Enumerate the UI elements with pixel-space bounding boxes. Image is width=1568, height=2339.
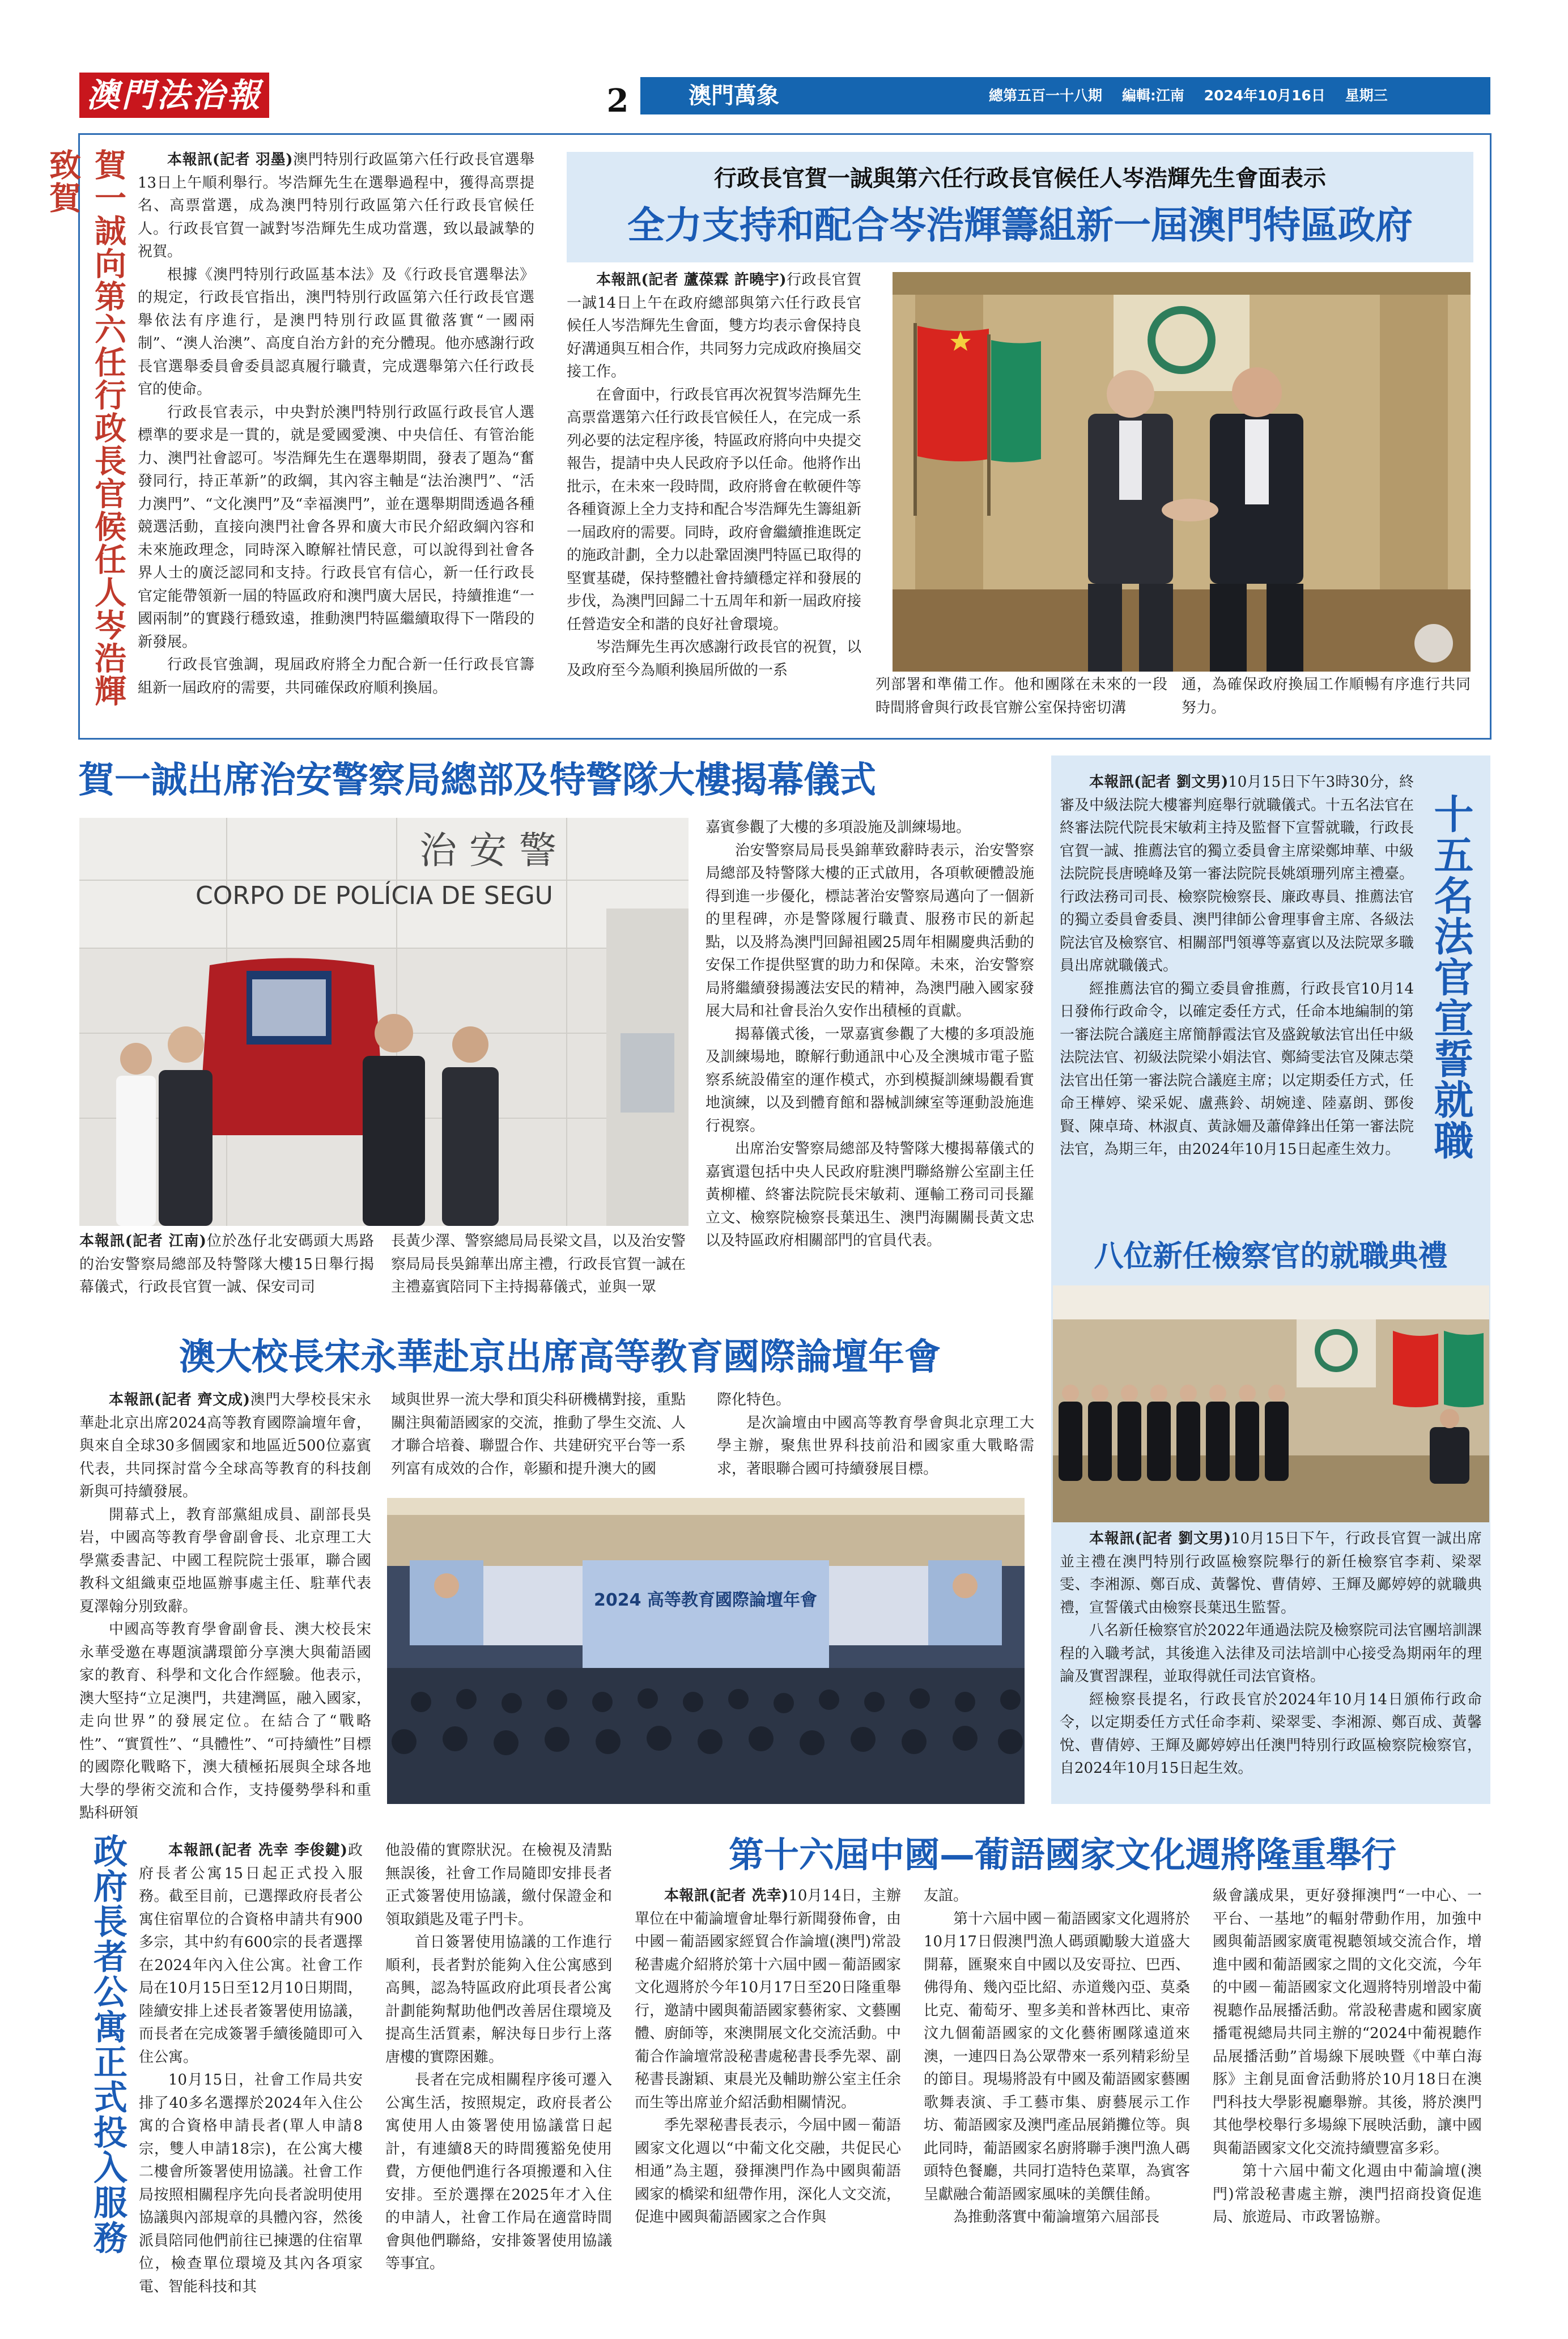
- a6-photo-screen-text: 2024 高等教育國際論壇年會: [594, 1590, 817, 1610]
- a8-paragraph: 級會議成果，更好發揮澳門“一中心、一平台、一基地”的輻射帶動作用，加強中國與葡語國家廣電視聽領域交流合作，增進中國和葡語國家之間的文化交流，今年的中國－葡語國家文化週將特別增設中葡視聽作品展播活動。常設秘書處和國家廣播電視總局共同主辦的“2024中葡視聽作品展播活動”首場線下展映暨《中華白海豚》主創見面會活動將於10月18日在澳門科技大學影視廳舉辦。其後，將於澳門其他學校舉行多場線下展映活動，讓中國與葡語國家文化交流持續豐富多彩。: [1213, 1887, 1482, 2157]
- a8-paragraph: 第十六屆中國－葡語國家文化週將於10月17日假澳門漁人碼頭勵駿大道盛大開幕，匯聚來自中國以及安哥拉、巴西、佛得角、幾內亞比紹、赤道幾內亞、莫桑比克、葡萄牙、聖多美和普林西比、東帝汶九個葡語國家的文化藝術團隊遠道來澳，一連四日為公眾帶來一系列精彩紛呈的節目。現場將設有中國及葡語國家藝團歌舞表演、手工藝市集、廚藝展示工作坊、葡語國家及澳門產品展銷攤位等。與此同時，葡語國家名廚將聯手澳門漁人碼頭特色餐廳，共同打造特色菜單，為賓客呈獻融合葡語國家風味的美饌佳餚。: [924, 1910, 1190, 2203]
- a7-paragraph: 首日簽署使用協議的工作進行順利，長者對於能夠入住公寓感到高興，認為特區政府此項長者公寓計劃能夠幫助他們改善居住環境及提高生活質素，解決每日步行上落唐樓的實際困難。: [385, 1934, 612, 2066]
- a2-col2: 列部署和準備工作。他和團隊在未來的一段時間將會與行政長官辦公室保持密切溝: [876, 676, 1167, 716]
- section-title: 澳門萬象: [689, 83, 779, 109]
- a3-byline: 本報訊(記者 江南): [79, 1233, 206, 1250]
- a8-paragraph: 季先翠秘書長表示，今屆中國－葡語國家文化週以“中葡文化交融，共促民心相通”為主題，發揮澳門作為中國與葡語國家的橋梁和紐帶作用，深化人文交流，促進中國與葡語國家之合作與: [635, 2117, 901, 2226]
- a4-headline: 十五名法官宣誓就職: [1427, 793, 1474, 1161]
- a3-paragraph: 揭幕儀式後，一眾嘉賓參觀了大樓的多項設施及訓練場地，瞭解行動通訊中心及全澳城市電子監察系統設備室的運作模式，亦到模擬訓練場觀看實地演練，以及到體育館和器械訓練室等運動設施進行視察。: [706, 1025, 1034, 1135]
- a4-body: [1060, 771, 1414, 1284]
- a1-byline: 本報訊(記者 羽墨): [167, 151, 293, 168]
- a3-photo-art: [79, 818, 689, 1226]
- a7-byline: 本報訊(記者 冼幸 李俊鍵): [168, 1842, 347, 1859]
- a3-paragraph: 嘉賓參觀了大樓的多項設施及訓練場地。: [706, 819, 971, 836]
- a6-col3: [717, 1389, 1034, 1485]
- a6-col1: [79, 1389, 371, 1822]
- a7-headline: 政府長者公寓正式投入服務: [88, 1833, 128, 2255]
- a3-photo: [79, 818, 689, 1226]
- a8-headline: 第十六屆中國—葡語國家文化週將隆重舉行: [728, 1834, 1396, 1875]
- a2-col1: [567, 269, 861, 716]
- a2-kicker: 行政長官賀一誠與第六任行政長官候任人岑浩輝先生會面表示: [714, 165, 1326, 192]
- issue-date: 2024年10月16日: [1204, 87, 1325, 104]
- a7-paragraph: 長者在完成相關程序後可遷入公寓生活，按照規定，政府長者公寓使用人由簽署使用協議當日起計，有連續8天的時間獲豁免使用費，方便他們進行各項搬遷和入住安排。至於選擇在2025年才入住的申請人，社會工作局在適當時間會與他們聯絡，安排簽署使用協議等事宜。: [385, 2071, 612, 2272]
- a3-headline: 賀一誠出席治安警察局總部及特警隊大樓揭幕儀式: [78, 759, 876, 801]
- a7-paragraph: 10月15日，社會工作局共安排了40多名選擇於2024年入住公寓的合資格申請長者(單人申請8宗，雙人申請18宗)，在公寓大樓二樓會所簽署使用協議。社會工作局按照相關程序先向長者說明使用協議與內部規章的具體內容，然後派員陪同他們前往已揀選的住宿單位，檢查單位環境及其內各項家電、智能科技和其: [139, 2071, 363, 2295]
- a4-byline: 本報訊(記者 劉文男): [1089, 774, 1229, 791]
- a7-col1: [139, 1839, 363, 2321]
- a3-photo-sign-cn: 治安警: [419, 829, 569, 872]
- a3-caption-col2: 長黃少澤、警察總局局長梁文昌，以及治安警察局局長吳錦華出席主禮，行政長官賀一誠在主禮嘉賓陪同下主持揭幕儀式，並與一眾: [391, 1233, 686, 1296]
- a2-byline: 本報訊(記者 蘆葆霖 許曉宇): [596, 271, 787, 288]
- a8-paragraph: 為推動落實中葡論壇第六屆部長: [953, 2209, 1160, 2226]
- a2-photo: [893, 272, 1471, 672]
- a3-caption-col1: [79, 1230, 374, 1301]
- a2-col3: 通，為確保政府換屆工作順暢有序進行共同努力。: [1182, 676, 1471, 716]
- newspaper-logo: [79, 73, 269, 118]
- a3-photo-sign-pt: CORPO DE POLÍCIA DE SEGU: [196, 881, 553, 910]
- a3-body: [706, 816, 1034, 1298]
- a6-headline: 澳大校長宋永華赴京出席高等教育國際論壇年會: [179, 1336, 941, 1378]
- a5-photo: [1053, 1285, 1489, 1522]
- a4-paragraph: 10月15日下午3時30分，終審及中級法院大樓審判庭舉行就職儀式。十五名法官在終審法院代院長宋敏莉主持及監督下宣誓就職，行政長官賀一誠、推薦法官的獨立委員會主席梁鄭坤華、中級法院院長唐曉峰及第一審法院院長姚頌珊列席主禮臺。行政法務司司長、檢察院檢察長、廉政專員、推薦法官的獨立委員會委員、澳門律師公會理事會主席、各級法院法官及檢察官、相關部門領導等嘉賓以及法院眾多職員出席就職儀式。: [1060, 774, 1414, 974]
- editor: 編輯:江南: [1121, 87, 1184, 104]
- a5-byline: 本報訊(記者 劉文男): [1089, 1530, 1231, 1547]
- a5-paragraph: 經檢察長提名，行政長官於2024年10月14日頒佈行政命令，以定期委任方式任命李莉、梁翠雯、李湘源、鄭百成、黃馨悅、曹倩婷、王輝及鄺婷婷出任澳門特別行政區檢察院檢察官，自2024年10月15日起生效。: [1060, 1691, 1482, 1777]
- masthead: [79, 73, 1490, 135]
- issue-number: 總第五百一十八期: [989, 87, 1103, 104]
- a6-paragraph: 中國高等教育學會副會長、澳大校長宋永華受邀在專題演講環節分享澳大與葡語國家的教育、科學和文化合作經驗。他表示，澳大堅持“立足澳門，共建灣區，融入國家，走向世界”的發展定位。在結合了“戰略性”、“實質性”、“具體性”、“可持續性”目標的國際化戰略下，澳大積極拓展與全球各地大學的學術交流和合作，支持優勢學科和重點科研領: [79, 1621, 371, 1822]
- a3-paragraph: 治安警察局局長吳錦華致辭時表示，治安警察局總部及特警隊大樓的正式啟用，各項軟硬體設施得到進一步優化，標誌著治安警察局邁向了一個新的里程碑，亦是警隊履行職責、服務市民的新起點，以及將為澳門回歸祖國25周年相關慶典活動的安保工作提供堅實的助力和保障。未來，治安警察局將繼續發揚護法安民的精神，為澳門融入國家發展大局和社會長治久安作出積極的貢獻。: [706, 842, 1034, 1020]
- a8-col2: [924, 1884, 1190, 2324]
- a7-col2: [385, 1839, 612, 2321]
- a1-paragraph: 澳門特別行政區第六任行政長官選舉13日上午順利舉行。岑浩輝先生在選舉過程中，獲得高票提名、高票當選，成為澳門特別行政區第六任行政長官候任人。行政長官賀一誠對岑浩輝先生成功當選，致以最誠摯的祝賀。: [138, 151, 534, 260]
- a2-headline: 全力支持和配合岑浩輝籌組新一屆澳門特區政府: [627, 203, 1413, 247]
- a8-byline: 本報訊(記者 冼幸): [664, 1887, 789, 1904]
- a5-paragraph: 八名新任檢察官於2022年通過法院及檢察院司法官團培訓課程的入職考試，其後進入法律及司法培訓中心接受為期兩年的理論及實習課程，並取得就任司法官資格。: [1060, 1622, 1482, 1685]
- logo-text: 澳門法治報: [86, 76, 262, 114]
- a1-body: [138, 148, 534, 732]
- a6-col2: 域與世界一流大學和頂尖科研機構對接，重點關注與葡語國家的交流，推動了學生交流、人才聯合培養、聯盟合作、共建研究平台等一系列富有成效的合作，彰顯和提升澳大的國: [391, 1391, 686, 1478]
- a6-paragraph: 是次論壇由中國高等教育學會與北京理工大學主辦，聚焦世界科技前沿和國家重大戰略需求，著眼聯合國可持續發展目標。: [717, 1414, 1034, 1478]
- a6-paragraph: 澳門大學校長宋永華赴北京出席2024高等教育國際論壇年會，與來自全球30多個國家和地區近500位嘉賓代表，共同探討當今全球高等教育的科技創新與可持續發展。: [79, 1391, 371, 1500]
- a8-col1: [635, 1884, 901, 2324]
- page-number: 2: [606, 82, 629, 120]
- issue-info: [989, 77, 1488, 114]
- a1-paragraph: 行政長官表示，中央對於澳門特別行政區行政長官人選標準的要求是一貫的，就是愛國愛澳、中央信任、有管治能力、澳門社會認可。岑浩輝先生在選舉期間，發表了題為“奮發同行，持正革新”的政綱，其內容主軸是“法治澳門”、“活力澳門”、“文化澳門”及“幸福澳門”，並在選舉期間透過各種競選活動，直接向澳門社會各界和廣大市民介紹政綱內容和未來施政理念，同時深入瞭解社情民意，可以說得到社會各界人士的廣泛認同和支持。行政長官有信心，新一任行政長官定能帶領新一屆的特區政府和澳門廣大居民，持續推進“一國兩制”的實踐行穩致遠，推動澳門特區繼續取得下一階段的新發展。: [138, 404, 534, 651]
- a2-paragraph: 在會面中，行政長官再次祝賀岑浩輝先生高票當選第六任行政長官候任人，在完成一系列必要的法定程序後，特區政府將向中央提交報告，提請中央人民政府予以任命。他將作出批示，在未來一段時間，政府將會在軟硬件等各種資源上全力支持和配合岑浩輝先生籌組新一屆政府的需要。同時，政府會繼續推進既定的施政計劃，全力以赴鞏固澳門特區已取得的堅實基礎，保持整體社會持續穩定祥和發展的步伐，為澳門回歸二十五周年和新一屆政府接任營造安全和諧的良好社會環境。: [567, 386, 862, 633]
- a2-photo-art: [893, 272, 1471, 672]
- a1-paragraph: 根據《澳門特別行政區基本法》及《行政長官選舉法》的規定，行政長官指出，澳門特別行政區第六任行政長官選舉依法有序進行，是澳門特別行政區貫徹落實“一國兩制”、“澳人治澳”、高度自治方針的充分體現。他亦感謝行政長官選舉委員會委員認真履行職責，完成選舉第六任行政長官的使命。: [138, 266, 534, 398]
- a8-paragraph: 友誼。: [924, 1887, 968, 1904]
- a6-paragraph: 際化特色。: [717, 1391, 791, 1408]
- a7-paragraph: 政府長者公寓15日起正式投入服務。截至目前，已選擇政府長者公寓住宿單位的合資格申請共有900多宗，其中約有600宗的長者選擇在2024年內入住公寓。社會工作局在10月15日至12月10日期間，陸續安排上述長者簽署使用協議，而長者在完成簽署手續後隨即可入住公寓。: [139, 1842, 363, 2066]
- a8-paragraph: 10月14日，主辦單位在中葡論壇會址舉行新聞發佈會，由中國－葡語國家經貿合作論壇(澳門)常設秘書處介紹將於第十六屆中國－葡語國家文化週將於今年10月17日至20日隆重舉行，邀請中國與葡語國家藝術家、文藝團體、廚師等，來澳開展文化交流活動。中葡合作論壇常設秘書處秘書長季先翠、副秘書長謝穎、東晨光及輔助辦公室主任余而生等出席並介紹活動相關情況。: [635, 1887, 901, 2111]
- a2-paragraph: 行政長官賀一誠14日上午在政府總部與第六任行政長官候任人岑浩輝先生會面，雙方均表示會保持良好溝通與互相合作，共同努力完成政府換屆交接工作。: [567, 271, 862, 380]
- a1-paragraph: 行政長官強調，現屆政府將全力配合新一任行政長官籌組新一屆政府的需要，共同確保政府順利換屆。: [138, 656, 534, 697]
- a5-photo-art: [1053, 1285, 1489, 1522]
- a2-paragraph: 岑浩輝先生再次感謝行政長官的祝賀，以及政府至今為順利換屆所做的一系: [567, 639, 862, 679]
- a8-col3: [1213, 1884, 1482, 2324]
- a6-paragraph: 開幕式上，教育部黨組成員、副部長吳岩，中國高等教育學會副會長、北京理工大學黨委書記、中國工程院院士張軍，聯合國教科文組織東亞地區辦事處主任、駐華代表夏澤翰分別致辭。: [79, 1506, 371, 1615]
- a6-photo: [387, 1498, 1025, 1804]
- a1-headline: 賀一誠向第六任行政長官候任人岑浩輝致賀: [44, 148, 126, 707]
- a5-headline: 八位新任檢察官的就職典禮: [1094, 1239, 1448, 1273]
- a3-caption-text: 位於氹仔北安碼頭大馬路的治安警察局總部及特警隊大樓15日舉行揭幕儀式，行政長官賀一誠、保安司司: [79, 1233, 374, 1296]
- a8-paragraph: 第十六屆中葡文化週由中葡論壇(澳門)常設秘書處主辦，澳門招商投資促進局、旅遊局、市政署協辦。: [1213, 2163, 1482, 2226]
- a6-photo-art: [387, 1498, 1025, 1804]
- weekday: 星期三: [1345, 87, 1388, 104]
- a5-paragraph: 10月15日下午，行政長官賀一誠出席並主禮在澳門特別行政區檢察院舉行的新任檢察官李莉、梁翠雯、李湘源、鄭百成、黃馨悅、曹倩婷、王輝及鄺婷婷的就職典禮，宣誓儀式由檢察長葉迅生監誓。: [1060, 1530, 1482, 1616]
- a4-paragraph: 經推薦法官的獨立委員會推薦，行政長官10月14日發佈行政命令，以確定委任方式，任命本地編制的第一審法院合議庭主席簡靜霞法官及盛銳敏法官出任中級法院法官、初級法院梁小娟法官、鄭綺雯法官及陳志榮法官出任第一審法院合議庭主席；以定期委任方式，任命王樺婷、梁采妮、盧燕鈴、胡婉達、陸嘉朗、鄧俊賢、陳卓琦、林淑貞、黃詠姍及蕭偉鋒出任第一審法院法官，為期三年，由2024年10月15日起產生效力。: [1060, 980, 1414, 1158]
- a6-byline: 本報訊(記者 齊文成): [109, 1391, 250, 1408]
- a3-paragraph: 出席治安警察局總部及特警隊大樓揭幕儀式的嘉賓還包括中央人民政府駐澳門聯絡辦公室副主任黃柳權、終審法院院長宋敏莉、運輸工務司司長羅立文、檢察院檢察長葉迅生、澳門海關關長黃文忠以及特區政府相關部門的官員代表。: [706, 1140, 1034, 1249]
- a7-paragraph: 他設備的實際狀況。在檢視及清點無誤後，社會工作局隨即安排長者正式簽署使用協議，繳付保證金和領取鎖匙及電子門卡。: [385, 1842, 612, 1928]
- a5-body: [1060, 1527, 1482, 1797]
